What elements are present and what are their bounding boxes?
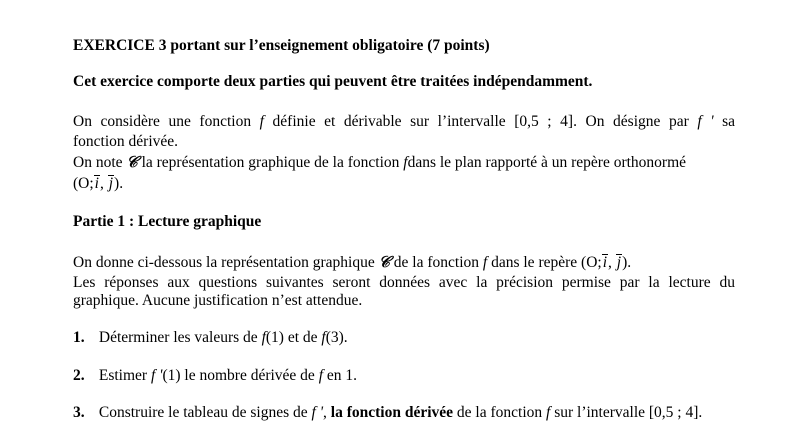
vector-j: j [616,254,622,271]
text-run: , [323,404,327,421]
question-number: 3. [73,404,85,421]
frame-sep: , [99,175,104,192]
text-run: dans le repère [491,254,578,271]
function-symbol: f [261,329,266,346]
text-run: (1) et de [265,329,318,346]
paragraph1-line2: fonction dérivée. [73,133,179,150]
text-run: Construire le tableau de signes de [98,404,308,421]
frame-open: (O; [73,175,94,192]
part1-line2: Les réponses aux questions suivantes seront données avec la précision permise par la lecture du [73,274,735,291]
text-run: de la fonction [393,254,480,271]
derivative-symbol: f ' [311,404,324,421]
paragraph1-line4-frame [73,174,123,194]
function-symbol: f [546,404,551,421]
function-symbol: f [403,154,408,171]
question-1 [73,328,348,348]
frame-sep: , [608,254,612,271]
derivative-symbol: f ' [150,367,163,384]
paragraph1-line1 [73,112,735,132]
emphasis-text: la fonction dérivée [330,404,454,421]
question-number: 1. [73,329,85,346]
function-symbol: f [321,329,326,346]
text-run: On considère une fonction [73,113,252,130]
vector-i: i [602,254,608,271]
exercise-intro: Cet exercice comporte deux parties qui peuvent être traitées indépendamment. [73,73,593,90]
text-run: (3). [325,329,348,346]
question-number: 2. [73,367,85,384]
part1-line1 [73,252,631,273]
text-run: sa [722,113,736,130]
function-symbol: f [259,113,264,130]
question-3 [73,403,702,423]
derivative-symbol: f ' [697,113,714,130]
part1-title: Partie 1 : Lecture graphique [73,213,262,230]
frame-open: (O; [581,254,602,271]
text-run: définie et dérivable sur l’intervalle [0,5 ; 4]. On désigne par [272,113,689,130]
part1-line3: graphique. Aucune justification n’est attendue. [73,292,363,309]
frame-close: ). [622,254,632,271]
text-run: de la fonction [456,404,543,421]
text-run: la représentation graphique de la fonction [141,154,400,171]
text-run: On donne ci-dessous la représentation graphique [73,254,375,271]
text-run: sur l’intervalle [0,5 ; 4]. [554,404,703,421]
vector-i: i [94,175,99,192]
text-run: en 1. [326,367,358,384]
text-run: (1) le nombre dérivée de [162,367,315,384]
paragraph1-line3 [73,152,686,173]
curve-symbol: 𝒞 [126,152,138,171]
exercise-title: EXERCICE 3 portant sur l’enseignement obligatoire (7 points) [73,37,490,54]
function-symbol: f [318,367,323,384]
function-symbol: f [482,254,488,271]
text-run: Estimer [98,367,148,384]
text-run: On note [73,154,123,171]
text-run: Déterminer les valeurs de [98,329,258,346]
curve-symbol: 𝒞 [378,252,390,271]
question-2 [73,366,357,386]
text-run: dans le plan rapporté à un repère orthonormé [407,154,687,171]
vector-j: j [108,175,114,192]
frame-close: ). [114,175,124,192]
